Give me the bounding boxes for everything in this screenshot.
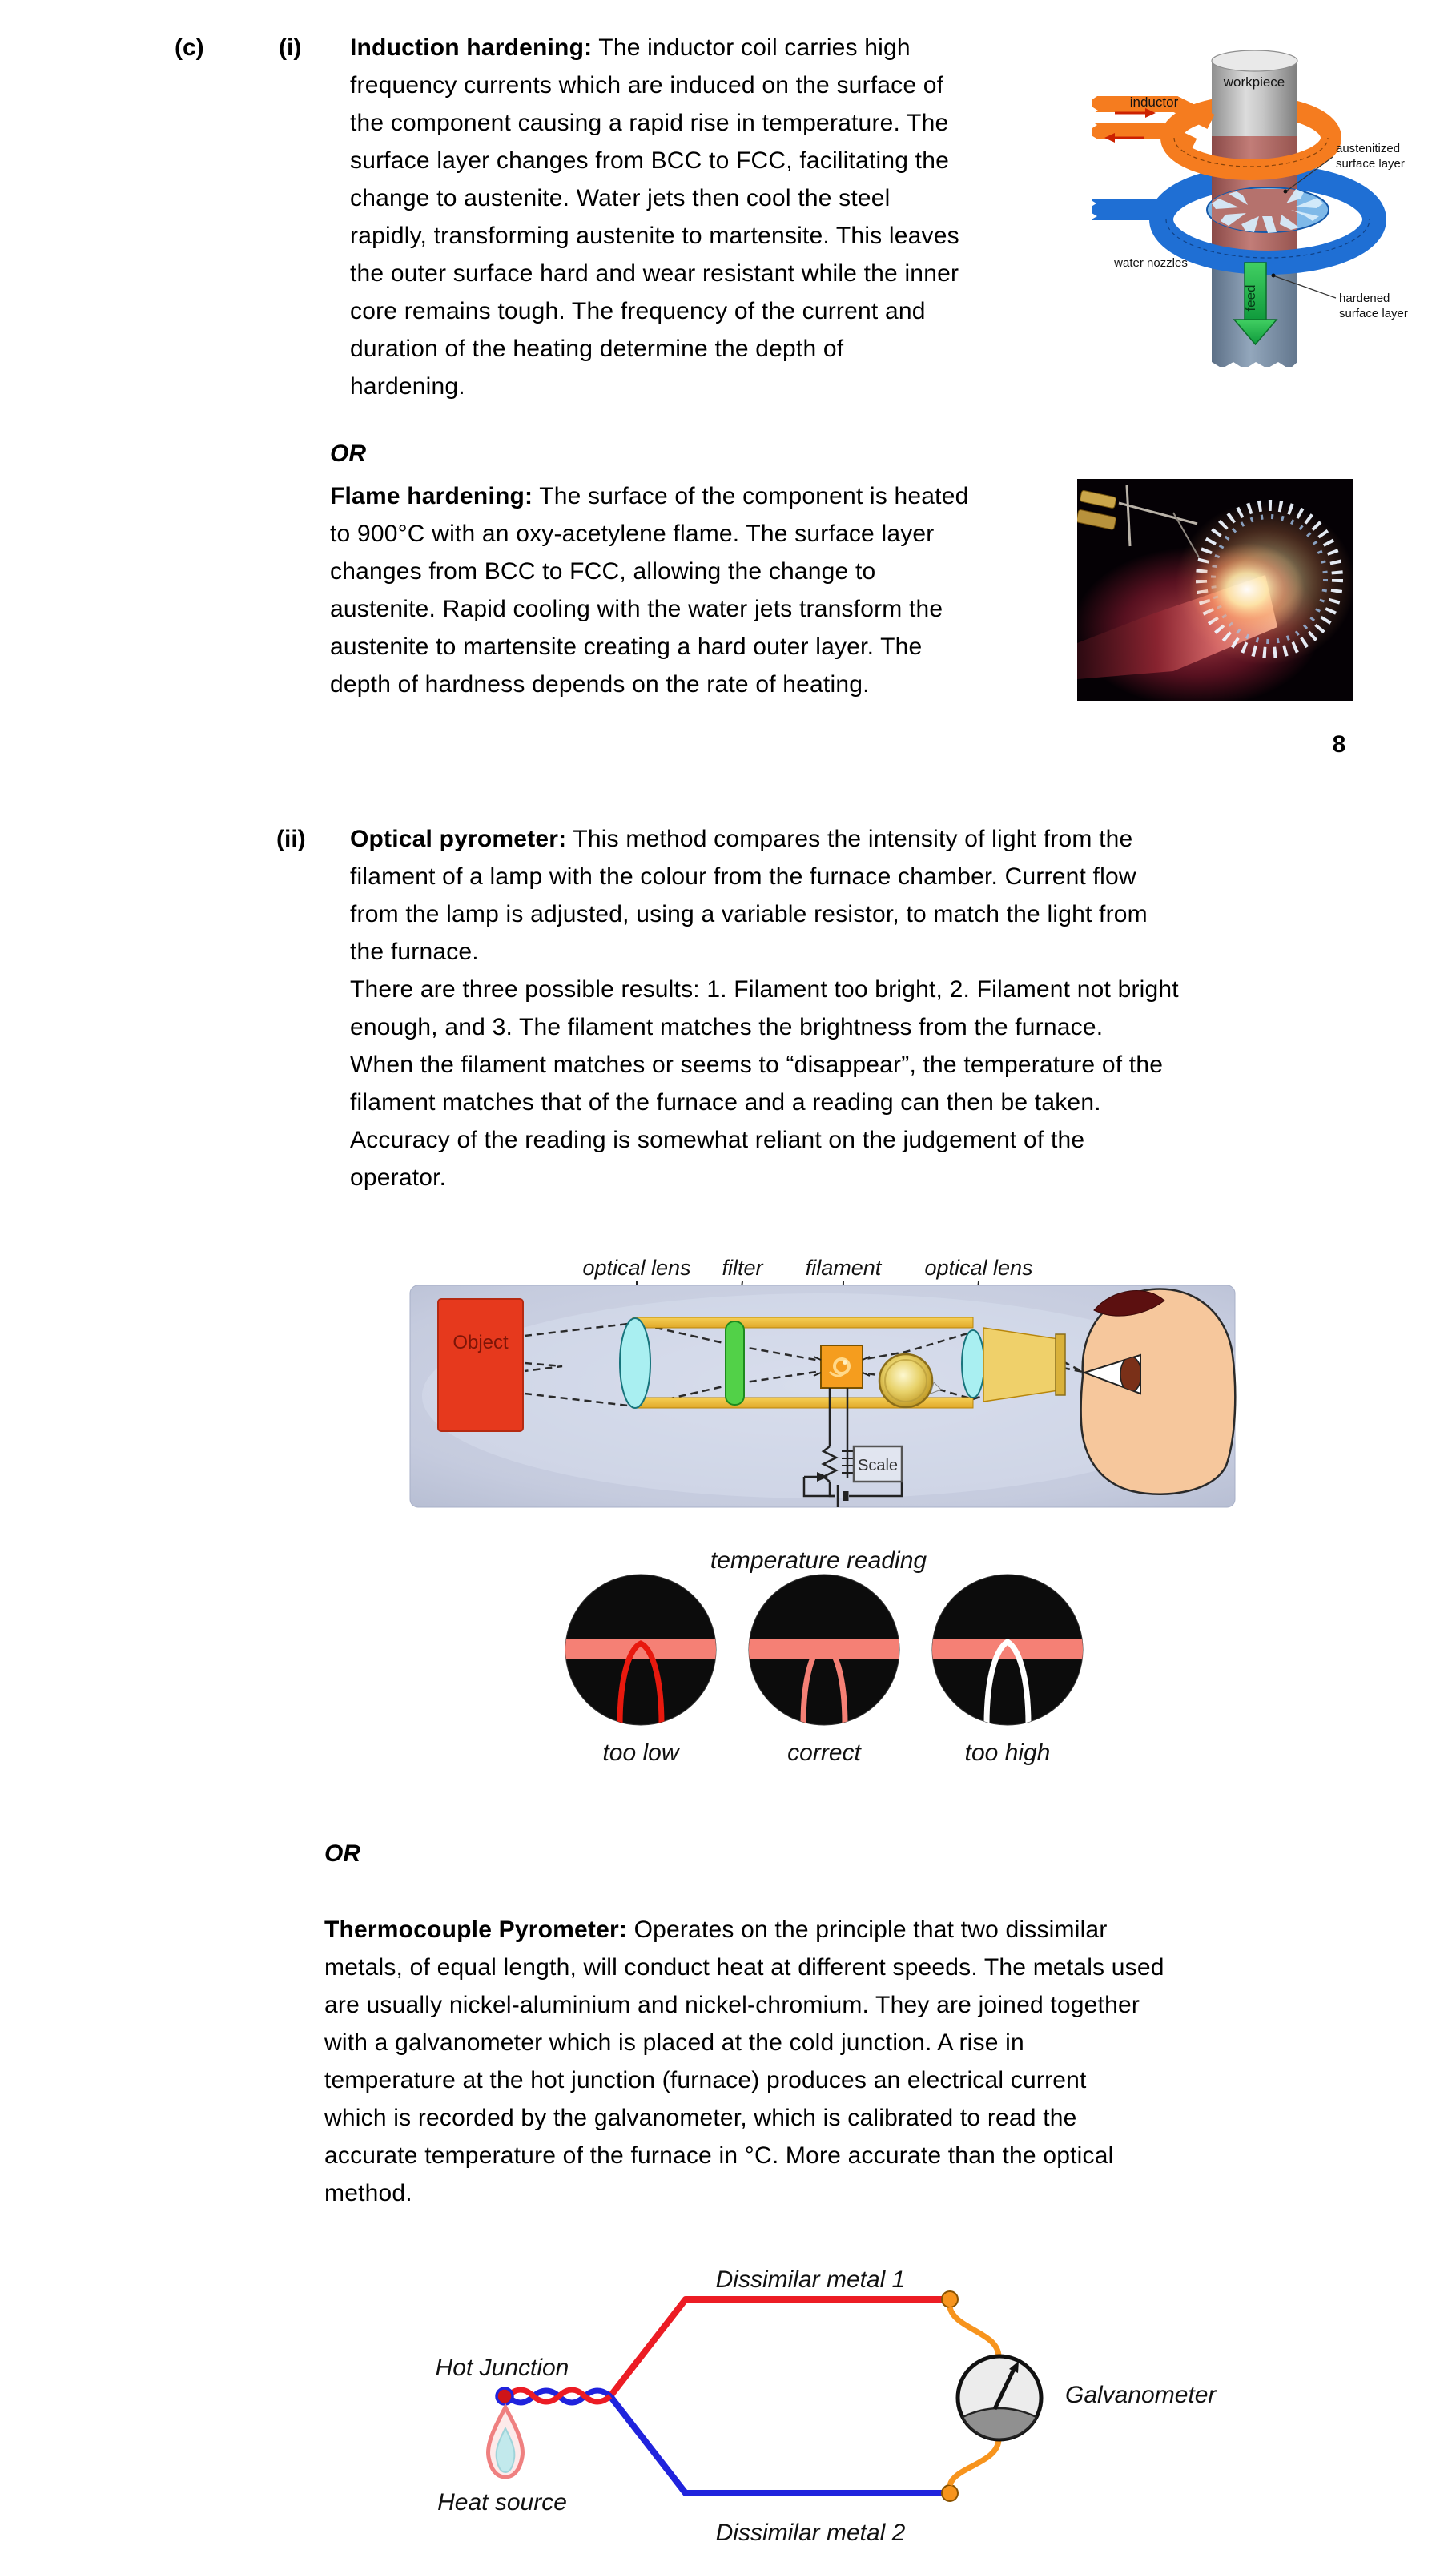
scale-box: [854, 1446, 902, 1482]
gauge-too-high: [932, 1575, 1083, 1766]
text-line: There are three possible results: 1. Filament too bright, 2. Filament not bright: [350, 976, 1179, 1003]
dissimilar-metal-1-label: Dissimilar metal 1: [715, 2266, 906, 2293]
flame-hardening-paragraph: [330, 477, 969, 703]
text-line: depth of hardness depends on the rate of heating.: [330, 671, 870, 698]
part-i-label: (i): [279, 34, 302, 61]
text-line: Thermocouple Pyrometer: Operates on the principle that two dissimilar: [324, 1916, 1108, 1943]
temperature-reading-gauges: [497, 1539, 1137, 1776]
galvanometer-dial: [958, 2356, 1041, 2439]
heat-source-flame: [489, 2407, 523, 2477]
optical-pyrometer-paragraph: [350, 820, 1179, 1197]
gauge-label: too low: [602, 1739, 679, 1766]
filament-label: filament: [805, 1256, 882, 1280]
text-line: austenite to martensite creating a hard outer layer. The: [330, 633, 923, 660]
svg-text:surface layer: surface layer: [1339, 307, 1408, 320]
gauge-label: correct: [787, 1739, 861, 1766]
text-line: rapidly, transforming austenite to martensite. This leaves: [350, 223, 959, 249]
text-line: enough, and 3. The filament matches the brightness from the furnace.: [350, 1014, 1104, 1040]
filter-label: filter: [722, 1256, 763, 1280]
feed-label: feed: [1243, 284, 1258, 312]
scale-label: Scale: [857, 1457, 899, 1474]
gauge-correct: [749, 1575, 899, 1766]
text-line: operator.: [350, 1164, 447, 1191]
text-line: with a galvanometer which is placed at the cold junction. A rise in: [324, 2029, 1024, 2056]
text-line: filament matches that of the furnace and a reading can then be taken.: [350, 1089, 1101, 1116]
twisted-junction: [508, 2390, 610, 2403]
text-line: which is recorded by the galvanometer, which is calibrated to read the: [324, 2105, 1077, 2131]
iris: [1120, 1357, 1141, 1392]
filament-box: [814, 1345, 870, 1388]
text-line: When the filament matches or seems to “disappear”, the temperature of the: [350, 1052, 1164, 1078]
red-filter: [726, 1321, 744, 1405]
text-line: hardening.: [350, 373, 465, 400]
part-ii-label: (ii): [276, 826, 306, 852]
text-line: are usually nickel-aluminium and nickel-chromium. They are joined together: [324, 1992, 1140, 2018]
induction-hardening-paragraph: [350, 29, 959, 405]
inductor-label: inductor: [1129, 95, 1179, 110]
text-line: filament of a lamp with the colour from the furnace chamber. Current flow: [350, 863, 1136, 890]
observer-face: [1081, 1289, 1236, 1494]
flame-hardening-photo: [1077, 479, 1353, 701]
optical-lens-right-label: optical lens: [924, 1256, 1033, 1280]
text-line: method.: [324, 2180, 412, 2206]
galvanometer-label: Galvanometer: [1065, 2382, 1217, 2408]
terminal-bottom: [942, 2485, 958, 2501]
dissimilar-metal-2-label: Dissimilar metal 2: [715, 2520, 906, 2546]
heat-source-label: Heat source: [437, 2489, 567, 2516]
optical-pyrometer-diagram: [404, 1248, 1245, 1516]
induction-hardening-diagram: [1048, 40, 1426, 392]
optical-lens-left-label: optical lens: [582, 1256, 691, 1280]
water-nozzles-label: water nozzles: [1114, 256, 1188, 270]
thermocouple-pyrometer-paragraph: [324, 1911, 1164, 2212]
text-line: change to austenite. Water jets then cool the steel: [350, 185, 891, 211]
workpiece-label: workpiece: [1223, 74, 1285, 90]
text-line: the component causing a rapid rise in temperature. The: [350, 110, 949, 136]
eyepiece-cone: [983, 1328, 1059, 1402]
text-line: surface layer changes from BCC to FCC, facilitating the: [350, 147, 949, 174]
page-number: 8: [1332, 731, 1346, 758]
hot-junction-bead: [497, 2388, 513, 2404]
text-line: Optical pyrometer: This method compares the intensity of light from the: [350, 826, 1133, 852]
text-line: austenite. Rapid cooling with the water jets transform the: [330, 596, 943, 622]
gauge-label: too high: [964, 1739, 1051, 1766]
svg-text:surface layer: surface layer: [1336, 157, 1405, 171]
text-line: frequency currents which are induced on the surface of: [350, 72, 944, 99]
text-line: Accuracy of the reading is somewhat reliant on the judgement of the: [350, 1127, 1085, 1153]
text-line: core remains tough. The frequency of the current and: [350, 298, 926, 324]
dissimilar-metal-1-wire: [610, 2299, 945, 2396]
text-line: Induction hardening: The inductor coil carries high: [350, 34, 911, 61]
eyepiece-ring: [1056, 1334, 1065, 1395]
svg-text:hardened: hardened: [1339, 292, 1390, 305]
object-box: [438, 1299, 523, 1431]
water-nozzle-ring: [1080, 187, 1374, 263]
or-separator: OR: [330, 440, 366, 467]
terminal-top: [942, 2291, 958, 2307]
eyepiece-lens: [962, 1330, 984, 1398]
svg-text:austenitized: austenitized: [1336, 142, 1401, 155]
text-line: accurate temperature of the furnace in °C. More accurate than the optical: [324, 2142, 1114, 2169]
text-line: to 900°C with an oxy-acetylene flame. The surface layer: [330, 521, 935, 547]
or-separator: OR: [324, 1840, 360, 1867]
text-line: temperature at the hot junction (furnace) produces an electrical current: [324, 2067, 1087, 2093]
text-line: changes from BCC to FCC, allowing the change to: [330, 558, 876, 585]
objective-lens: [620, 1318, 650, 1408]
text-line: from the lamp is adjusted, using a variable resistor, to match the light from: [350, 901, 1148, 927]
text-line: Flame hardening: The surface of the component is heated: [330, 483, 969, 509]
part-c-label: (c): [175, 34, 204, 61]
object-label: Object: [452, 1332, 509, 1353]
dissimilar-metal-2-wire: [610, 2396, 945, 2493]
text-line: metals, of equal length, will conduct heat at different speeds. The metals used: [324, 1954, 1164, 1981]
text-line: duration of the heating determine the depth of: [350, 336, 844, 362]
gauge-too-low: [565, 1575, 716, 1766]
thermocouple-diagram: [344, 2257, 1281, 2565]
gauges-title: temperature reading: [710, 1547, 927, 1574]
text-line: the furnace.: [350, 939, 479, 965]
hot-junction-label: Hot Junction: [435, 2355, 569, 2381]
text-line: the outer surface hard and wear resistant while the inner: [350, 260, 959, 287]
